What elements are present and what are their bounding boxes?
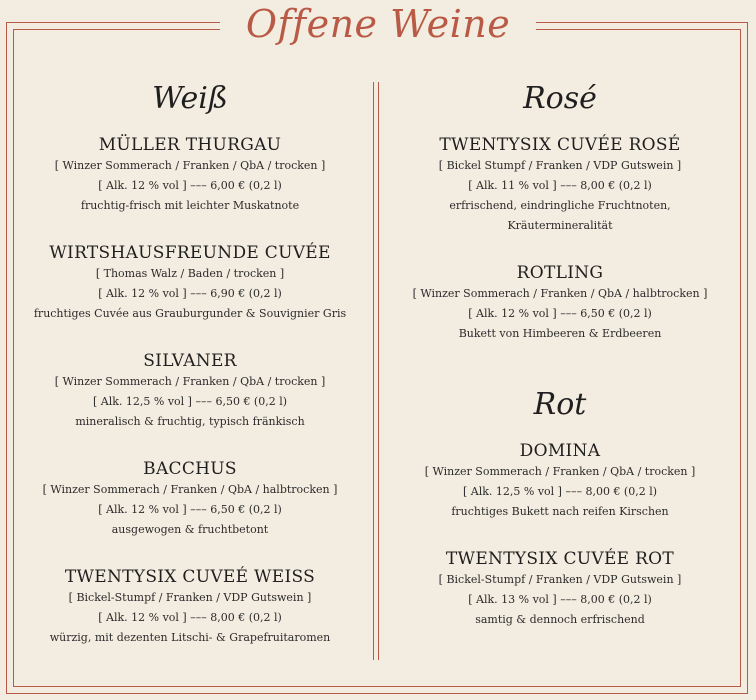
wine-item [14,242,366,324]
wine-item [384,262,736,344]
wine-name: TWENTYSIX CUVÉE ROT [445,549,675,569]
wine-price: [ Alk. 12 % vol ] ––– 6,00 € (0,2 l) [98,179,282,192]
title-wrap [220,0,536,48]
wine-description-continued: Kräutermineralität [507,219,613,232]
wine-description: fruchtiges Cuvée aus Grauburgunder & Souvignier Gris [33,307,347,320]
wine-name: TWENTYSIX CUVEÉ WEISS [64,567,316,587]
section-heading-rot: Rot [533,387,587,422]
wine-price: [ Alk. 12 % vol ] ––– 6,50 € (0,2 l) [468,307,652,320]
wine-description: würzig, mit dezenten Litschi- & Grapefruitaromen [49,631,331,644]
wine-item [384,440,736,522]
wine-description: ausgewogen & fruchtbetont [111,523,269,536]
wine-price: [ Alk. 12,5 % vol ] ––– 8,00 € (0,2 l) [462,485,658,498]
wine-origin: [ Winzer Sommerach / Franken / QbA / trocken ] [424,465,696,478]
wine-item [384,134,736,236]
wine-price: [ Alk. 12 % vol ] ––– 8,00 € (0,2 l) [98,611,282,624]
wine-description: fruchtiges Bukett nach reifen Kirschen [451,505,669,518]
column-divider [373,82,379,660]
wine-origin: [ Thomas Walz / Baden / trocken ] [95,267,285,280]
wine-name: MÜLLER THURGAU [98,135,282,155]
wine-description: samtig & dennoch erfrischend [475,613,645,626]
column-white-wines [14,78,366,674]
section-heading-weiss: Weiß [152,81,228,116]
wine-description: Bukett von Himbeeren & Erdbeeren [458,327,662,340]
wine-price: [ Alk. 12 % vol ] ––– 6,90 € (0,2 l) [98,287,282,300]
wine-origin: [ Winzer Sommerach / Franken / QbA / trocken ] [54,375,326,388]
wine-description: fruchtig-frisch mit leichter Muskatnote [80,199,300,212]
wine-item [14,458,366,540]
wine-item [14,134,366,216]
wine-origin: [ Bickel-Stumpf / Franken / VDP Gutswein ] [68,591,312,604]
wine-origin: [ Bickel-Stumpf / Franken / VDP Gutswein ] [438,573,682,586]
page-title: Offene Weine [245,2,511,46]
wine-price: [ Alk. 13 % vol ] ––– 8,00 € (0,2 l) [468,593,652,606]
wine-item [14,350,366,432]
wine-price: [ Alk. 11 % vol ] ––– 8,00 € (0,2 l) [468,179,652,192]
wine-description: erfrischend, eindringliche Fruchtnoten, [449,199,671,212]
wine-name: TWENTYSIX CUVÉE ROSÉ [439,135,681,155]
wine-item [384,548,736,630]
section-spacer [384,370,736,384]
wine-item [14,566,366,648]
wine-name: BACCHUS [143,459,237,479]
wine-origin: [ Winzer Sommerach / Franken / QbA / trocken ] [54,159,326,172]
wine-name: SILVANER [143,351,237,371]
wine-name: WIRTSHAUSFREUNDE CUVÉE [49,243,331,263]
wine-name: DOMINA [519,441,601,461]
wine-origin: [ Winzer Sommerach / Franken / QbA / halbtrocken ] [412,287,708,300]
wine-description: mineralisch & fruchtig, typisch fränkisch [75,415,305,428]
wine-price: [ Alk. 12 % vol ] ––– 6,50 € (0,2 l) [98,503,282,516]
wine-origin: [ Bickel Stumpf / Franken / VDP Gutswein ] [438,159,682,172]
wine-price: [ Alk. 12,5 % vol ] ––– 6,50 € (0,2 l) [92,395,288,408]
section-heading-rose: Rosé [523,81,597,116]
wine-name: ROTLING [516,263,604,283]
column-rose-red-wines [384,78,736,656]
wine-origin: [ Winzer Sommerach / Franken / QbA / halbtrocken ] [42,483,338,496]
